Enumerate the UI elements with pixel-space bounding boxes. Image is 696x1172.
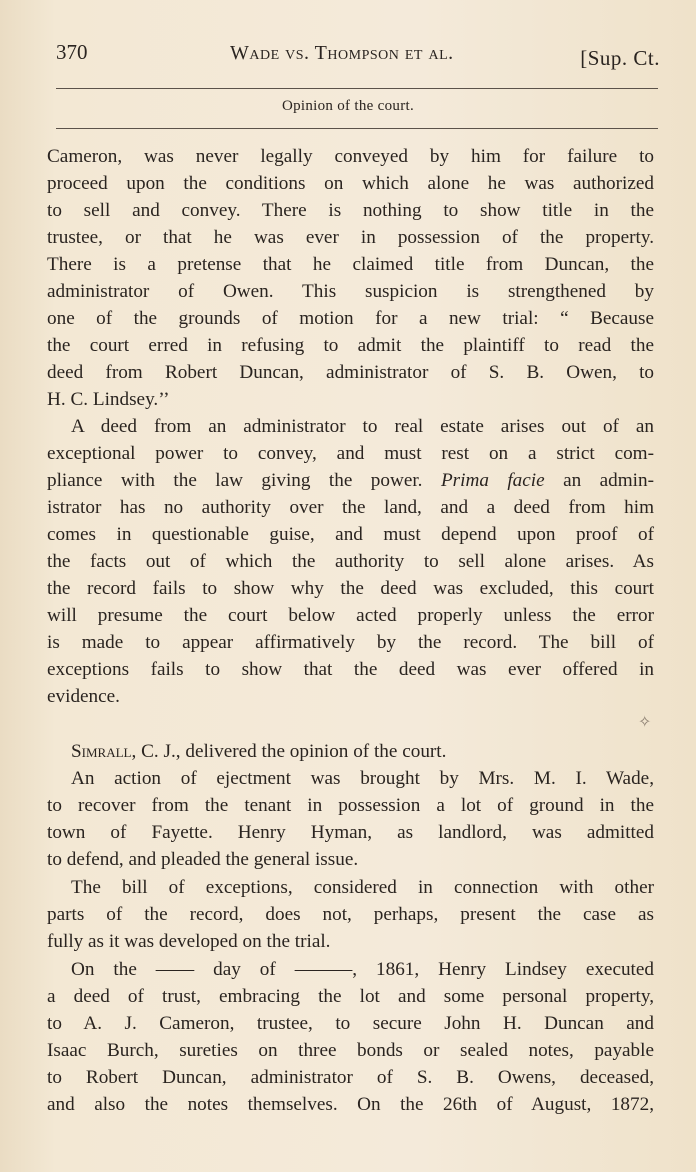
text-line: a deed of trust, embracing the lot and some personal property,: [47, 986, 654, 1007]
justice-name: Simrall, C. J.,: [71, 741, 181, 762]
italic-phrase: Prima facie: [440, 470, 545, 491]
text-line: the court erred in refusing to admit the plaintiff to read the: [47, 335, 654, 356]
text-line: istrator has no authority over the land, and a deed from him: [47, 497, 654, 518]
text-line: H. C. Lindsey.’’: [47, 389, 170, 410]
text-line: and also the notes themselves. On the 26th of August, 1872,: [47, 1094, 654, 1115]
text-line: to recover from the tenant in possession a lot of ground in the: [47, 795, 654, 816]
text-line: The bill of exceptions, considered in connection with other: [71, 877, 654, 898]
text-line: the record fails to show why the deed was excluded, this court: [47, 578, 654, 599]
text-span: an admin-: [563, 470, 654, 491]
text-line: exceptions fails to show that the deed was ever offered in: [47, 659, 654, 680]
text-line: Cameron, was never legally conveyed by him for failure to: [47, 146, 654, 167]
text-line: Isaac Burch, sureties on three bonds or sealed notes, payable: [47, 1040, 654, 1061]
text-line: to Robert Duncan, administrator of S. B. Owens, deceased,: [47, 1067, 654, 1088]
case-title: Wade vs. Thompson et al.: [230, 42, 454, 64]
running-head: [56, 40, 660, 76]
text-line: [71, 740, 654, 766]
text-line: will presume the court below acted properly unless the error: [47, 605, 654, 626]
text-line: proceed upon the conditions on which alone he was authorized: [47, 173, 654, 194]
section-heading: Opinion of the court.: [281, 98, 415, 114]
text-line: is made to appear affirmatively by the record. The bill of: [47, 632, 654, 653]
text-line: to A. J. Cameron, trustee, to secure John H. Duncan and: [47, 1013, 654, 1034]
text-line: to defend, and pleaded the general issue.: [47, 849, 359, 870]
text-line: On the —— day of ———, 1861, Henry Lindsey executed: [71, 959, 654, 980]
ink-mark: ✧: [638, 714, 652, 731]
text-span: pliance with the law giving the power.: [47, 470, 423, 491]
text-line: comes in questionable guise, and must depend upon proof of: [47, 524, 654, 545]
header-rule-bottom: [56, 128, 658, 129]
text-line: fully as it was developed on the trial.: [47, 931, 331, 952]
text-line: evidence.: [47, 686, 120, 707]
text-span: delivered the opinion of the court.: [185, 741, 447, 762]
text-line: There is a pretense that he claimed title from Duncan, the: [47, 254, 654, 275]
text-line: parts of the record, does not, perhaps, present the case as: [47, 904, 654, 925]
text-line: administrator of Owen. This suspicion is strengthened by: [47, 281, 654, 302]
court-label: [Sup. Ct.: [580, 46, 660, 70]
text-line: trustee, or that he was ever in possession of the property.: [47, 227, 654, 248]
text-line: to sell and convey. There is nothing to show title in the: [47, 200, 654, 221]
text-line: exceptional power to convey, and must rest on a strict com-: [47, 443, 654, 464]
text-line: An action of ejectment was brought by Mrs. M. I. Wade,: [71, 768, 654, 789]
text-line: one of the grounds of motion for a new trial: “ Because: [47, 308, 654, 329]
text-line: [47, 469, 654, 495]
text-line: the facts out of which the authority to sell alone arises. As: [47, 551, 654, 572]
text-line: town of Fayette. Henry Hyman, as landlord, was admitted: [47, 822, 654, 843]
text-line: deed from Robert Duncan, administrator of S. B. Owen, to: [47, 362, 654, 383]
header-rule-top: [56, 88, 658, 89]
page-number: 370: [56, 40, 88, 64]
text-line: A deed from an administrator to real estate arises out of an: [71, 416, 654, 437]
